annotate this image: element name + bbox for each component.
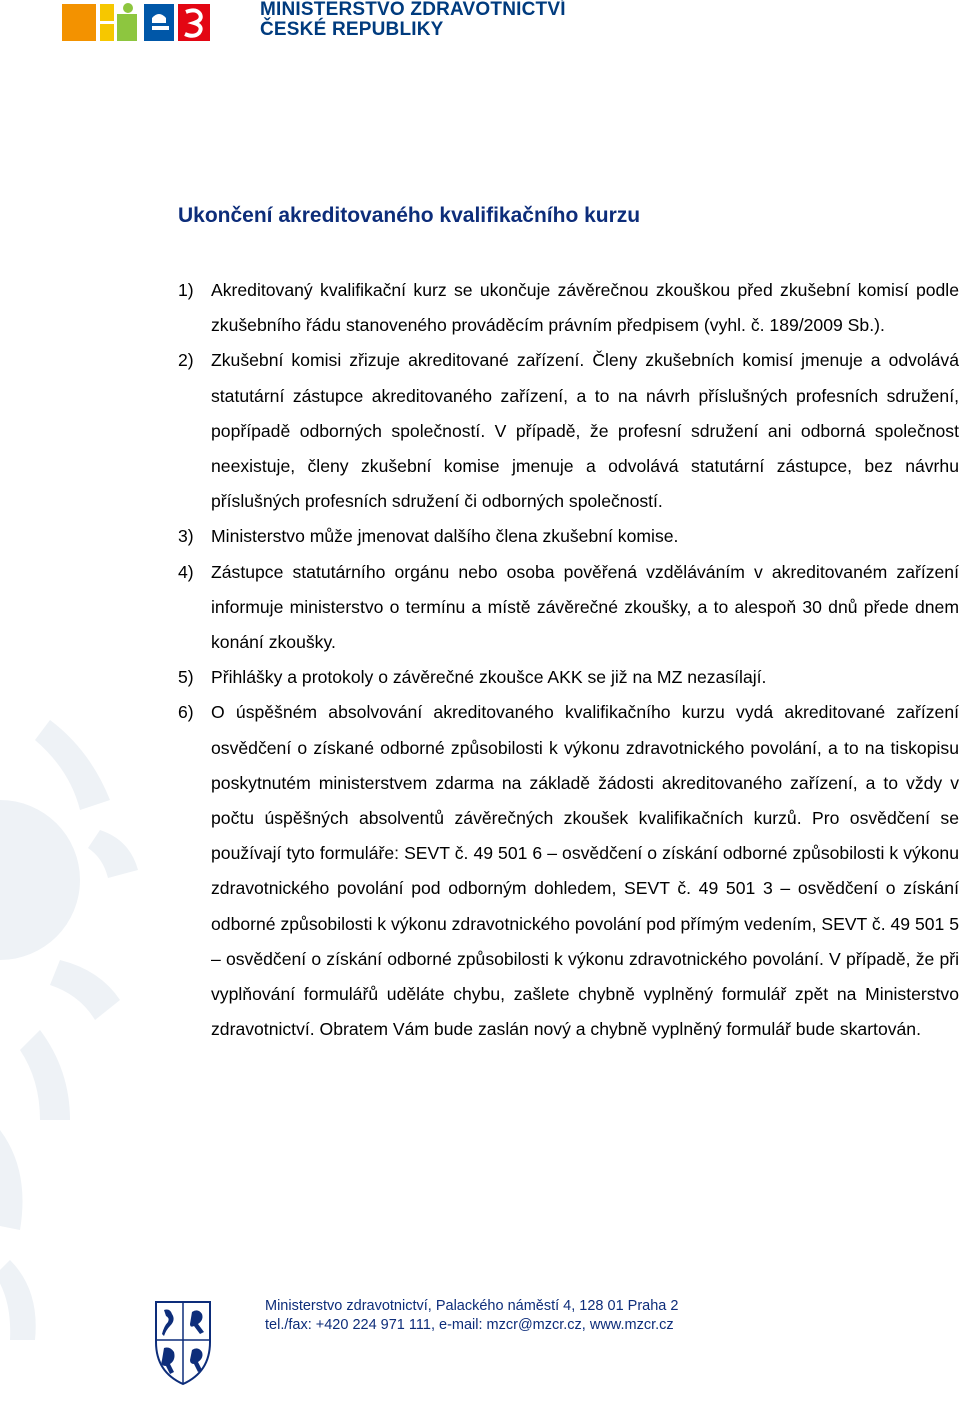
header [60, 0, 960, 48]
list-item [178, 273, 959, 343]
list-item [178, 695, 959, 1047]
list-item-number: 1) [178, 280, 194, 300]
list-item-number: 6) [178, 702, 194, 723]
list-item [178, 660, 959, 695]
list-item [178, 555, 959, 661]
state-emblem-icon [152, 1298, 214, 1388]
ministry-logo-icon [60, 0, 245, 46]
footer-address: Ministerstvo zdravotnictví, Palackého náměstí 4, 128 01 Praha 2 [265, 1298, 679, 1314]
list-item-text: Zástupce statutárního orgánu nebo osoba pověřená vzděláváním v akreditovaném zařízení informuje ministerstvo o termínu a místě závěrečné zkoušky, a to alespoň 30 dnů přede dnem konání zkoušky. [211, 561, 959, 653]
ministry-name [260, 0, 566, 40]
list-item [178, 519, 959, 554]
document-body [178, 273, 959, 1047]
list-item-number: 2) [178, 350, 194, 371]
watermark-sun-icon [0, 700, 140, 1390]
list-item-number: 5) [178, 667, 194, 688]
list-item-number: 4) [178, 561, 194, 582]
list-item [178, 343, 959, 519]
page-title: Ukončení akreditovaného kvalifikačního kurzu [178, 204, 641, 227]
list-item-text: Přihlášky a protokoly o závěrečné zkoušce AKK se již na MZ nezasílají. [211, 667, 767, 688]
list-item-text: Akreditovaný kvalifikační kurz se ukončuje závěrečnou zkouškou před zkušební komisí podle zkušebního řádu stanoveného prováděcím právním předpisem (vyhl. č. 189/2009 Sb.). [211, 280, 959, 336]
list-item-number: 3) [178, 526, 194, 547]
list-item-text: Zkušební komisi zřizuje akreditované zařízení. Členy zkušebních komisí jmenuje a odvolává statutární zástupce akreditovaného zařízení, a to na návrh příslušných profesních sdružení, popřípadě odborných společností. V případě, že profesní sdružení ani odborná společnost neexistuje, členy zkušební komise jmenuje a odvolává statutární zástupce, bez návrhu příslušných profesních sdružení či odborných společností. [211, 350, 959, 512]
ministry-name-line1: MINISTERSTVO ZDRAVOTNICTVÍ [260, 0, 566, 20]
list-item-text: Ministerstvo může jmenovat dalšího člena zkušební komise. [211, 526, 679, 547]
ministry-name-line2: ČESKÉ REPUBLIKY [260, 19, 444, 40]
footer-contact: tel./fax: +420 224 971 111, e-mail: mzcr@mzcr.cz, www.mzcr.cz [265, 1317, 674, 1333]
list-item-text: O úspěšném absolvování akreditovaného kvalifikačního kurzu vydá akreditované zařízení osvědčení o získané odborné způsobilosti k výkonu zdravotnického povolání, a to na tiskopisu poskytnutém ministerstvem zdarma na základě žádosti akreditovaného zařízení, a to vždy v počtu úspěšných absolventů závěrečných zkoušek kvalifikačních kurzů. Pro osvědčení se používají tyto formuláře: SEVT č. 49 501 6 – osvědčení o získání odborné způsobilosti k výkonu zdravotnického povolání pod odborným dohledem, SEVT č. 49 501 3 – osvědčení o získání odborné způsobilosti k výkonu zdravotnického povolání pod přímým vedením, SEVT č. 49 501 5 – osvědčení o získání odborné způsobilosti k výkonu zdravotnického povolání. V případě, že při vyplňování formulářů uděláte chybu, zašlete chybně vyplněný formulář zpět na Ministerstvo zdravotnictví. Obratem Vám bude zaslán nový a chybně vyplněný formulář bude skartován. [211, 702, 959, 1040]
